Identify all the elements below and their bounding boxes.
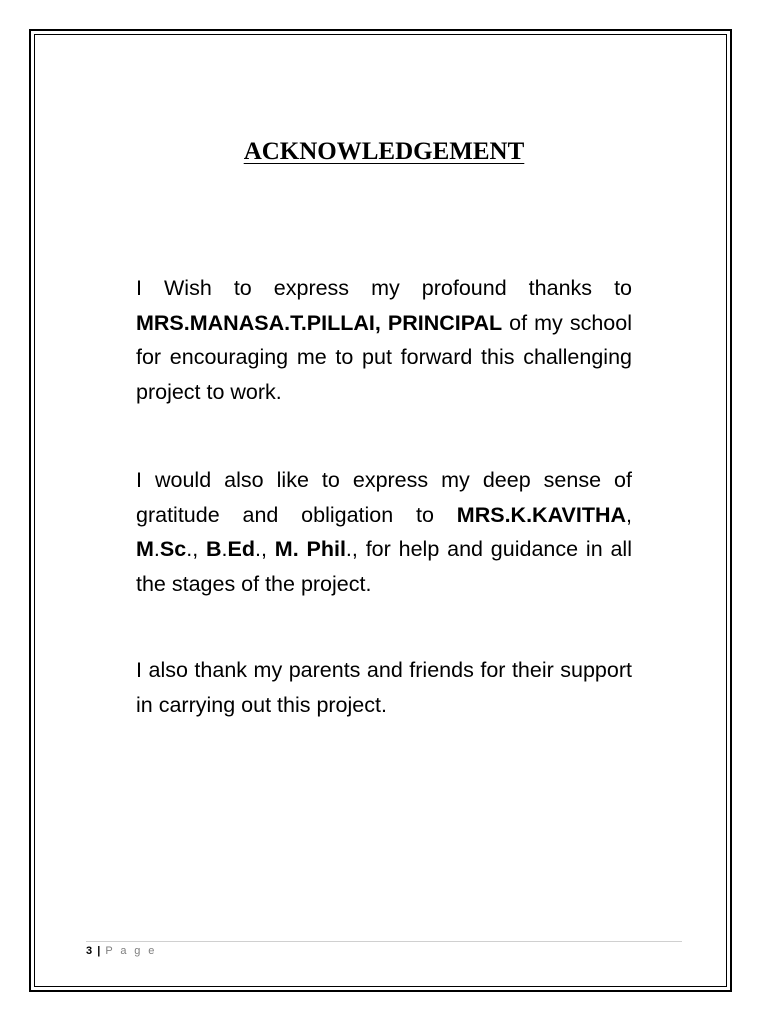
degree-msc-part: Sc — [159, 537, 187, 561]
degree-msc-part: M — [136, 537, 154, 561]
paragraph-text: . — [221, 537, 228, 561]
paragraph-text: of my school for encouraging me to put forward this challenging project to work. — [136, 310, 632, 404]
footer-divider — [86, 941, 682, 942]
page-label: P a g e — [105, 945, 157, 957]
degree-mphil: M. Phil — [274, 537, 346, 561]
degree-bed-part: B — [206, 537, 222, 561]
paragraph-text: ., — [255, 537, 275, 561]
paragraph-text: I also thank my parents and friends for their support in carrying out this project. — [136, 658, 632, 717]
paragraph-teacher-gratitude — [136, 463, 632, 601]
page-number: 3 — [86, 945, 93, 957]
paragraph-text: , — [626, 502, 632, 527]
teacher-name: MRS.K.KAVITHA — [456, 502, 627, 527]
principal-name: MRS.MANASA.T.PILLAI, PRINCIPAL — [136, 310, 503, 335]
paragraph-text: I Wish to express my profound thanks to — [136, 276, 632, 300]
paragraph-text: ., for help and guidance in all the stages of the project. — [136, 537, 632, 596]
degree-bed-part: Ed — [227, 537, 255, 561]
paragraph-text: I would also like to express my deep sense of gratitude and obligation to — [136, 468, 632, 527]
paragraph-text: ., — [186, 537, 206, 561]
footer-separator: | — [97, 945, 101, 957]
paragraph-parents-thanks — [136, 653, 632, 722]
document-title: ACKNOWLEDGEMENT — [243, 138, 525, 165]
page-footer — [86, 944, 157, 958]
paragraph-principal-thanks — [136, 271, 632, 409]
paragraph-text: . — [153, 537, 160, 561]
